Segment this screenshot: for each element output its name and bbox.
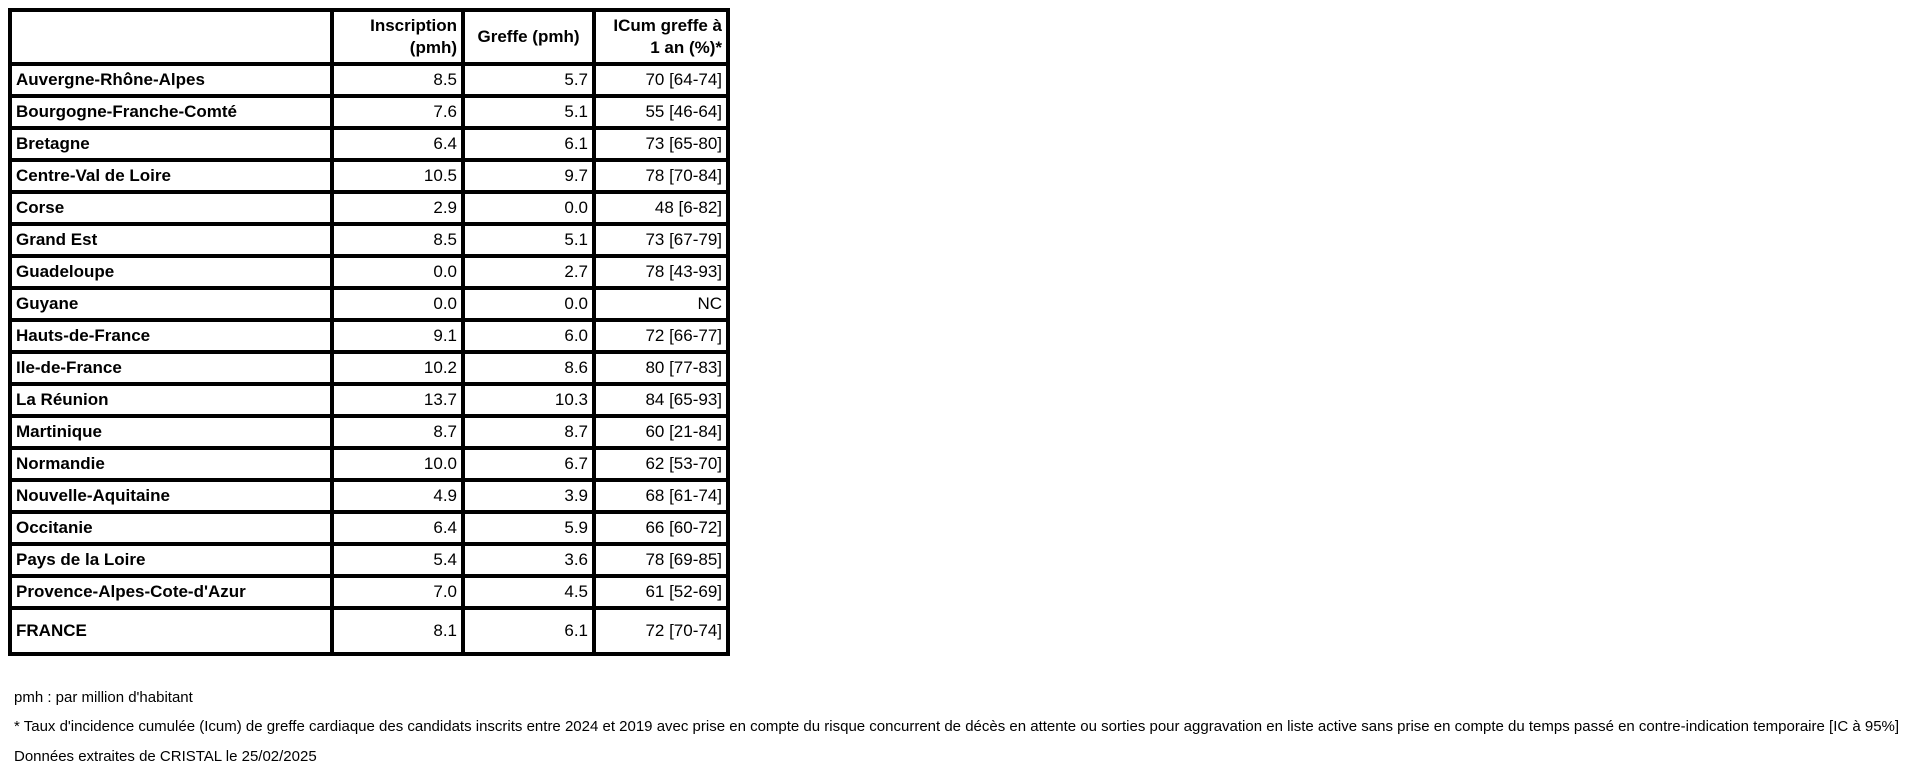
greffe-cell: 0.0 <box>463 288 594 320</box>
region-cell: Nouvelle-Aquitaine <box>10 480 332 512</box>
greffe-cell: 5.9 <box>463 512 594 544</box>
inscription-cell: 7.6 <box>332 96 463 128</box>
region-cell: Centre-Val de Loire <box>10 160 332 192</box>
inscription-cell: 6.4 <box>332 128 463 160</box>
greffe-cell: 6.1 <box>463 128 594 160</box>
region-cell: Bretagne <box>10 128 332 160</box>
table-row <box>10 64 728 96</box>
icum-cell: 72 [66-77] <box>594 320 728 352</box>
table-row <box>10 160 728 192</box>
icum-cell: 73 [65-80] <box>594 128 728 160</box>
footnote-pmh: pmh : par million d'habitant <box>14 689 193 706</box>
region-cell: La Réunion <box>10 384 332 416</box>
inscription-cell: 4.9 <box>332 480 463 512</box>
inscription-cell: 5.4 <box>332 544 463 576</box>
icum-cell: 60 [21-84] <box>594 416 728 448</box>
greffe-cell: 5.1 <box>463 224 594 256</box>
icum-cell: 68 [61-74] <box>594 480 728 512</box>
region-cell: FRANCE <box>10 608 332 654</box>
greffe-cell: 5.7 <box>463 64 594 96</box>
greffe-cell: 6.0 <box>463 320 594 352</box>
footnote-icum: * Taux d'incidence cumulée (Icum) de greffe cardiaque des candidats inscrits entre 2024 et 2019 avec prise en compte du risque concurrent de décès en attente ou sorties pour aggravation en liste active sans prise en compte du temps passé en contre-indication temporaire [IC à 95%] <box>14 718 1900 735</box>
inscription-cell: 8.5 <box>332 224 463 256</box>
inscription-cell: 8.7 <box>332 416 463 448</box>
inscription-cell: 10.5 <box>332 160 463 192</box>
greffe-cell: 0.0 <box>463 192 594 224</box>
table-row <box>10 544 728 576</box>
table-row <box>10 448 728 480</box>
table-body <box>10 64 728 654</box>
region-cell: Grand Est <box>10 224 332 256</box>
table-row <box>10 288 728 320</box>
icum-cell: 84 [65-93] <box>594 384 728 416</box>
inscription-cell: 8.5 <box>332 64 463 96</box>
header-greffe: Greffe (pmh) <box>463 10 594 64</box>
table-row <box>10 352 728 384</box>
header-icum: ICum greffe à 1 an (%)* <box>594 10 728 64</box>
table-row <box>10 384 728 416</box>
region-table <box>8 8 730 656</box>
inscription-cell: 2.9 <box>332 192 463 224</box>
inscription-cell: 0.0 <box>332 256 463 288</box>
header-region <box>10 10 332 64</box>
table-row <box>10 480 728 512</box>
greffe-cell: 2.7 <box>463 256 594 288</box>
greffe-cell: 3.6 <box>463 544 594 576</box>
table-row <box>10 224 728 256</box>
table-row <box>10 512 728 544</box>
greffe-cell: 8.6 <box>463 352 594 384</box>
icum-cell: 73 [67-79] <box>594 224 728 256</box>
region-cell: Occitanie <box>10 512 332 544</box>
region-cell: Auvergne-Rhône-Alpes <box>10 64 332 96</box>
region-cell: Guyane <box>10 288 332 320</box>
table-row <box>10 576 728 608</box>
inscription-cell: 6.4 <box>332 512 463 544</box>
greffe-cell: 9.7 <box>463 160 594 192</box>
region-cell: Ile-de-France <box>10 352 332 384</box>
icum-cell: 80 [77-83] <box>594 352 728 384</box>
region-cell: Normandie <box>10 448 332 480</box>
table-row <box>10 192 728 224</box>
header-inscription: Inscription (pmh) <box>332 10 463 64</box>
icum-cell: 55 [46-64] <box>594 96 728 128</box>
table-row <box>10 416 728 448</box>
footnote-source: Données extraites de CRISTAL le 25/02/2025 <box>14 748 317 765</box>
icum-cell: 78 [43-93] <box>594 256 728 288</box>
icum-cell: 61 [52-69] <box>594 576 728 608</box>
inscription-cell: 13.7 <box>332 384 463 416</box>
icum-cell: 48 [6-82] <box>594 192 728 224</box>
greffe-cell: 6.1 <box>463 608 594 654</box>
region-cell: Provence-Alpes-Cote-d'Azur <box>10 576 332 608</box>
icum-cell: 70 [64-74] <box>594 64 728 96</box>
region-cell: Pays de la Loire <box>10 544 332 576</box>
icum-cell: 62 [53-70] <box>594 448 728 480</box>
region-cell: Hauts-de-France <box>10 320 332 352</box>
total-row <box>10 608 728 654</box>
greffe-cell: 4.5 <box>463 576 594 608</box>
region-cell: Bourgogne-Franche-Comté <box>10 96 332 128</box>
table-row <box>10 320 728 352</box>
icum-cell: 72 [70-74] <box>594 608 728 654</box>
table-row <box>10 96 728 128</box>
greffe-cell: 6.7 <box>463 448 594 480</box>
table-row <box>10 256 728 288</box>
inscription-cell: 8.1 <box>332 608 463 654</box>
icum-cell: 78 [69-85] <box>594 544 728 576</box>
region-cell: Corse <box>10 192 332 224</box>
inscription-cell: 9.1 <box>332 320 463 352</box>
inscription-cell: 10.2 <box>332 352 463 384</box>
icum-cell: 66 [60-72] <box>594 512 728 544</box>
icum-cell: NC <box>594 288 728 320</box>
greffe-cell: 5.1 <box>463 96 594 128</box>
greffe-cell: 3.9 <box>463 480 594 512</box>
region-cell: Martinique <box>10 416 332 448</box>
greffe-cell: 8.7 <box>463 416 594 448</box>
icum-cell: 78 [70-84] <box>594 160 728 192</box>
table-row <box>10 128 728 160</box>
inscription-cell: 7.0 <box>332 576 463 608</box>
inscription-cell: 10.0 <box>332 448 463 480</box>
region-cell: Guadeloupe <box>10 256 332 288</box>
header-row <box>10 10 728 64</box>
greffe-cell: 10.3 <box>463 384 594 416</box>
inscription-cell: 0.0 <box>332 288 463 320</box>
